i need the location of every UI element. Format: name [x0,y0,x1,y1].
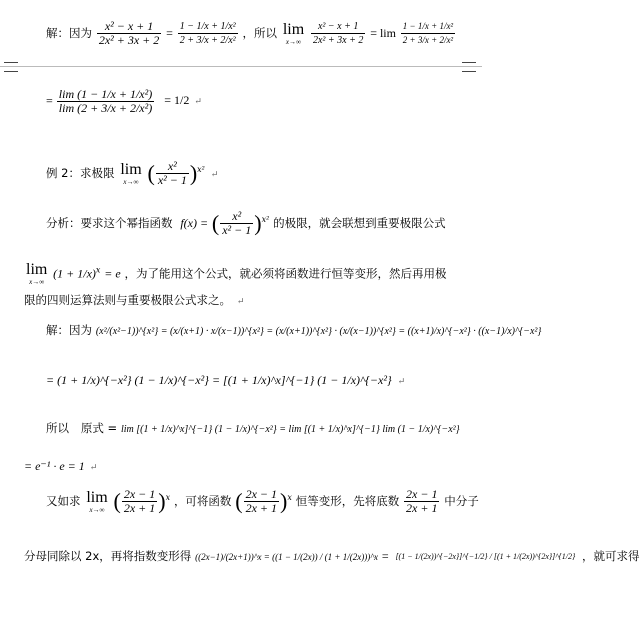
solution1-line [46,20,456,64]
next-fraction: $\frac{2x - 1}{2x + 1}$ [123,487,156,515]
analysis-fraction: $\frac{\text{x²}}{\text{x² − 1}}$ [222,209,252,237]
solution2-line-3 [46,420,460,450]
solution2-line-1 [46,322,541,358]
solution1-fraction [97,20,161,47]
paragraph-mark: ↵ [210,170,219,180]
limit-operator: lim x→∞ [120,160,142,186]
analysis-line-1: 分析：要求这个幂指函数 f(x) = ( $\frac{\text{x²}}{\text{x² − 1}}$ )$^{x^2}$ 的极限，就会联想到重要极限公式 [46,209,446,237]
limit-quotient [57,88,154,115]
equals-sign: = [166,26,173,40]
solution1-rhs-fraction-2: $\frac{\text{1 − 1/x + 1/x²}}{\text{2 + 3/x + 2/x²}}$ [402,21,454,45]
left-margin-marker [4,62,18,72]
solution1-label: 解：因为 [46,26,92,40]
example2-fraction: $\frac{\text{x²}}{\text{x² − 1}}$ [157,159,187,187]
paragraph-mark: ↵ [194,96,202,107]
limit-operator: lim x→∞ [282,20,305,46]
next-example-line-2: 分母同除以 2x，再将指数变形得 ((2x−1)/(2x+1))^x = ((1 − 1/(2x)) / (1 + 1/(2x)))^x = [(1 − 1/(2x))^{−2x}]^{−1/2} / [(1 + 1/(2x))^{2x}]^{1/2} ，就可求得 [24,549,640,563]
result-value: = 1/2 [164,93,190,108]
analysis-text-2: 的极限，就会联想到重要极限公式 [273,216,446,230]
paragraph-mark: ↵ [236,297,245,307]
solution1-fraction-2: $\frac{\text{x² − x + 1}}{\text{2x² + 3x + 2}}$ [312,21,364,46]
rhs-denominator: 2 + 3/x + 2/x² [179,35,236,46]
example2-line: 例 2：求极限 lim x→∞ ( $\frac{\text{x²}}{\text{x² − 1}}$ )$^{x^2}$ ↵ [46,159,219,187]
solution2-label: 解：因为 [46,323,92,337]
next-example-line-1: 又如求 lim x→∞ ( $\frac{2x - 1}{2x + 1}$ )$^x$ ，可将函数 ( $\frac{2x - 1}{2x + 1}$ )$^x$ 恒等变形，先将底数 $\frac{2x - 1}{2x + 1}$ 中分子 [46,487,479,515]
limit-quotient-numerator: lim (1 − 1/x + 1/x²) [58,87,153,101]
solution1-continuation: = $\frac{\text{lim (1 − 1/x + 1/x²)}}{\text{lim (2 + 3/x + 2/x²)}}$ = 1/2 ↵ [46,87,202,115]
next-line2-text: 分母同除以 2x，再将指数变形得 [24,549,192,563]
next-line2-expr: ((2x−1)/(2x+1))^x = ((1 − 1/(2x)) / (1 + 1/(2x)))^x [195,552,378,562]
analysis-line-3: 限的四则运算法则与重要极限公式求之。 ↵ [24,293,245,307]
limit-operator: lim x→∞ [86,488,108,514]
original-expr-label: 原式 = [80,421,118,435]
analysis-text-3: ，为了能用这个公式，就必须将函数进行恒等变形，然后再用极 [124,266,447,281]
solution2-expr-3: lim [(1 + 1/x)^x]^{−1} (1 − 1/x)^{−x²} = lim [(1 + 1/x)^x]^{−1} lim (1 − 1/x)^{−x²} [120,424,460,435]
equals-lim: = lim [370,26,396,40]
frac-denominator: 2x² + 3x + 2 [98,33,160,47]
exponent: x² [197,165,205,174]
connector-text: ，所以 [242,26,277,40]
important-limit-expr: (1 + 1/x) [53,266,96,281]
analysis-text: 分析：要求这个幂指函数 [46,216,173,230]
paragraph-mark: ↵ [397,377,406,387]
solution2-expr-1: (x²/(x²−1))^{x²} = (x/(x+1) · x/(x−1))^{x²} = (x/(x+1))^{x²} · (x/(x−1))^{x²} = ((x+1)/x)^{−x²} · ((x−1)/x)^{−x²} [95,326,542,337]
solution2-line-2 [46,372,405,402]
right-margin-marker [462,62,476,72]
example2-label: 例 2：求极限 [46,166,115,180]
limit-operator: lim x→∞ [26,261,48,286]
therefore-label: 所以 [46,421,69,435]
paragraph-mark: ↵ [89,462,98,472]
final-result: = e⁻¹ · e = 1 [24,459,85,473]
solution2-line-4 [24,458,97,475]
next-line2-bracket-fraction: [(1 − 1/(2x))^{−2x}]^{−1/2} / [(1 + 1/(2x))^{2x}]^{1/2} [395,552,576,561]
rhs-numerator: 1 − 1/x + 1/x² [179,21,236,32]
section-divider [0,66,482,67]
limit-quotient-denominator: lim (2 + 3/x + 2/x²) [58,101,153,115]
analysis-line-2: lim x→∞ $(1 + 1/x)^x = e$ ，为了能用这个公式，就必须将函数进行恒等变形，然后再用极 [26,261,447,286]
solution2-expr-2: = (1 + 1/x)^{−x²} (1 − 1/x)^{−x²} = [(1 + 1/x)^x]^{−1} (1 − 1/x)^{−x²} [46,373,392,387]
function-f: f(x) = [180,216,209,230]
frac-numerator: x² − x + 1 [104,19,154,33]
next-intro: 又如求 [46,494,81,508]
solution1-rhs-fraction [178,20,238,47]
